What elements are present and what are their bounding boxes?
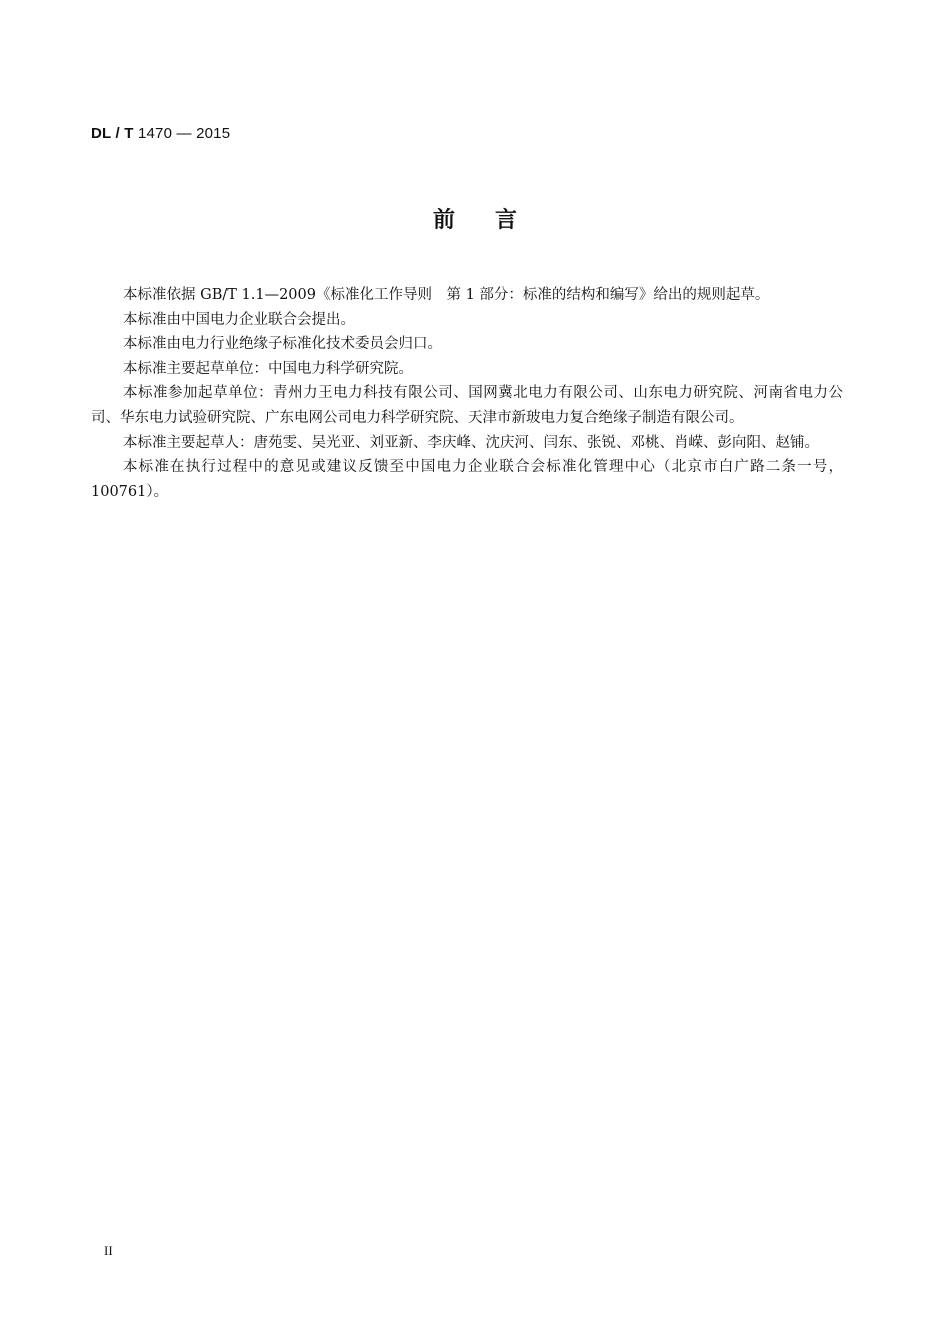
paragraph-feedback-address: 本标准在执行过程中的意见或建议反馈至中国电力企业联合会标准化管理中心（北京市白广路二条一号，100761）。 — [91, 459, 843, 500]
paragraph-drafting-rules: 本标准依据 GB/T 1.1—2009《标准化工作导则 第 1 部分：标准的结构和编写》给出的规则起草。 — [123, 287, 770, 303]
paragraph-main-drafters: 本标准主要起草人：唐苑雯、吴光亚、刘亚新、李庆峰、沈庆河、闫东、张锐、邓桃、肖嵘、彭向阳、赵铺。 — [123, 434, 819, 451]
paragraph-responsible-committee: 本标准由电力行业绝缘子标准化技术委员会归口。 — [123, 336, 442, 353]
standard-prefix: DL / T — [91, 125, 134, 142]
standard-code: 1470 — 2015 — [137, 125, 231, 142]
foreword-body — [91, 283, 843, 504]
paragraph-participating-units: 本标准参加起草单位：青州力王电力科技有限公司、国网冀北电力有限公司、山东电力研究院、河南省电力公司、华东电力试验研究院、广东电网公司电力科学研究院、天津市新玻电力复合绝缘子制造有限公司。 — [91, 385, 843, 426]
page-number: II — [104, 1243, 113, 1258]
standard-number-header — [91, 125, 230, 142]
section-title: 前言 — [432, 208, 557, 233]
paragraph-proposer: 本标准由中国电力企业联合会提出。 — [123, 311, 355, 328]
paragraph-main-drafting-unit: 本标准主要起草单位：中国电力科学研究院。 — [123, 360, 413, 377]
